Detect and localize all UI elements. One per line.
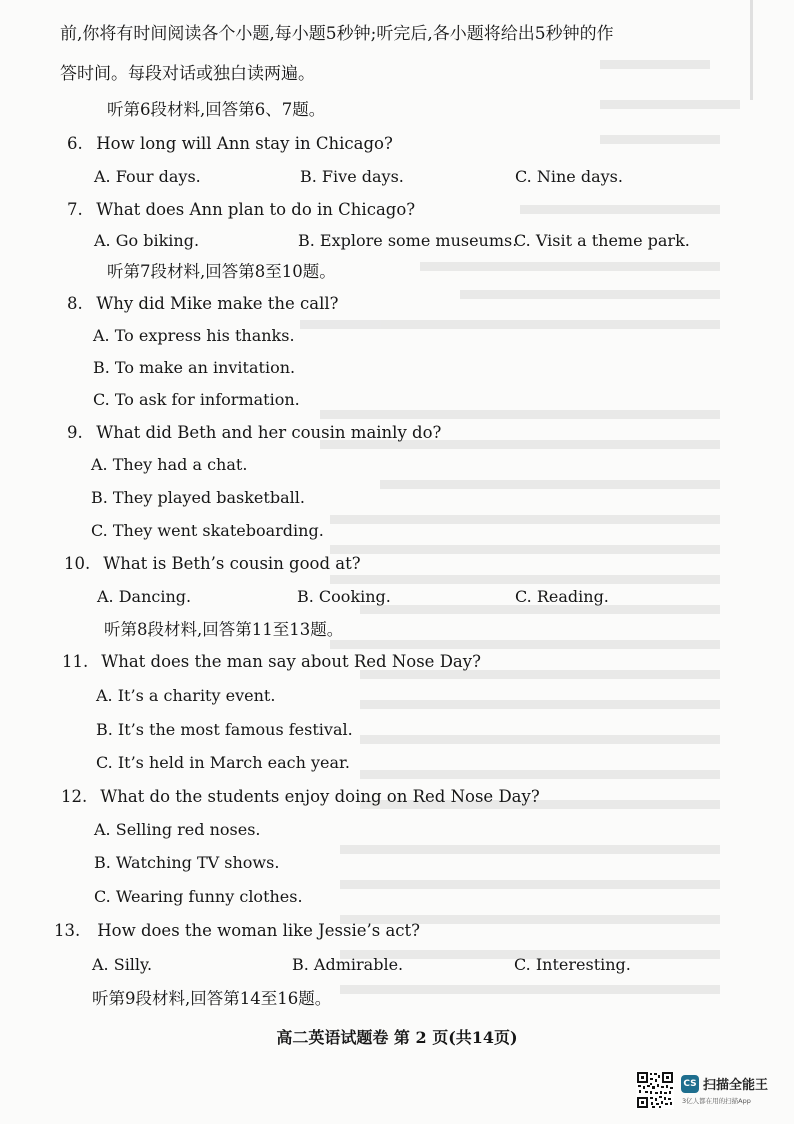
scanner-app-name: 扫描全能王 bbox=[703, 1078, 769, 1093]
option-11c: C. It’s held in March each year. bbox=[96, 753, 351, 772]
question-number: 10. bbox=[64, 554, 91, 573]
option-12b: B. Watching TV shows. bbox=[94, 853, 280, 872]
question-number: 8. bbox=[67, 294, 83, 313]
section-heading-9: 听第9段材料,回答第14至16题。 bbox=[92, 989, 332, 1008]
option-6c: C. Nine days. bbox=[515, 167, 623, 186]
question-text: What is Beth’s cousin good at? bbox=[103, 554, 361, 573]
scanner-watermark bbox=[636, 1071, 786, 1111]
instructions-line-2: 答时间。每段对话或独白读两遍。 bbox=[60, 64, 315, 84]
question-text: How does the woman like Jessie’s act? bbox=[97, 921, 421, 940]
question-8 bbox=[67, 294, 338, 314]
question-number: 12. bbox=[61, 787, 88, 806]
option-7c: C. Visit a theme park. bbox=[514, 231, 690, 250]
question-number: 9. bbox=[67, 423, 83, 442]
question-text: What does the man say about Red Nose Day? bbox=[101, 652, 481, 671]
question-7 bbox=[67, 200, 415, 220]
option-11a: A. It’s a charity event. bbox=[96, 686, 276, 705]
option-11b: B. It’s the most famous festival. bbox=[96, 720, 353, 739]
qr-code-icon bbox=[636, 1071, 674, 1109]
option-10a: A. Dancing. bbox=[97, 587, 192, 606]
option-6a: A. Four days. bbox=[94, 167, 201, 186]
question-text: What do the students enjoy doing on Red Nose Day? bbox=[100, 787, 540, 806]
question-6 bbox=[67, 134, 393, 154]
question-number: 7. bbox=[67, 200, 83, 219]
question-10 bbox=[64, 554, 361, 574]
option-10b: B. Cooking. bbox=[297, 587, 391, 606]
page-footer: 高二英语试题卷 第 2 页(共14页) bbox=[276, 1028, 518, 1047]
question-11 bbox=[62, 652, 481, 672]
camscanner-logo-icon: CS bbox=[681, 1075, 699, 1093]
option-9a: A. They had a chat. bbox=[91, 455, 248, 474]
question-12 bbox=[61, 787, 540, 807]
option-7b: B. Explore some museums. bbox=[298, 231, 518, 250]
question-number: 6. bbox=[67, 134, 83, 153]
option-10c: C. Reading. bbox=[515, 587, 609, 606]
option-12a: A. Selling red noses. bbox=[94, 820, 261, 839]
question-text: What does Ann plan to do in Chicago? bbox=[96, 200, 416, 219]
question-text: What did Beth and her cousin mainly do? bbox=[96, 423, 442, 442]
option-12c: C. Wearing funny clothes. bbox=[94, 887, 303, 906]
question-number: 11. bbox=[62, 652, 89, 671]
option-8a: A. To express his thanks. bbox=[93, 326, 295, 345]
option-9c: C. They went skateboarding. bbox=[91, 521, 324, 540]
option-8c: C. To ask for information. bbox=[93, 390, 300, 409]
section-heading-8: 听第8段材料,回答第11至13题。 bbox=[104, 620, 344, 639]
option-9b: B. They played basketball. bbox=[91, 488, 305, 507]
scanner-tagline: 3亿人都在用的扫描App bbox=[682, 1097, 751, 1105]
question-number: 13. bbox=[54, 921, 81, 940]
question-text: How long will Ann stay in Chicago? bbox=[96, 134, 393, 153]
option-13b: B. Admirable. bbox=[292, 955, 404, 974]
section-heading-7: 听第7段材料,回答第8至10题。 bbox=[107, 262, 336, 281]
option-13c: C. Interesting. bbox=[514, 955, 631, 974]
question-13 bbox=[54, 921, 420, 941]
option-8b: B. To make an invitation. bbox=[93, 358, 296, 377]
option-13a: A. Silly. bbox=[92, 955, 153, 974]
question-text: Why did Mike make the call? bbox=[96, 294, 339, 313]
option-7a: A. Go biking. bbox=[94, 231, 200, 250]
option-6b: B. Five days. bbox=[300, 167, 404, 186]
section-heading-6: 听第6段材料,回答第6、7题。 bbox=[107, 100, 326, 119]
instructions-line-1: 前,你将有时间阅读各个小题,每小题5秒钟;听完后,各小题将给出5秒钟的作 bbox=[60, 24, 614, 44]
question-9 bbox=[67, 423, 441, 443]
